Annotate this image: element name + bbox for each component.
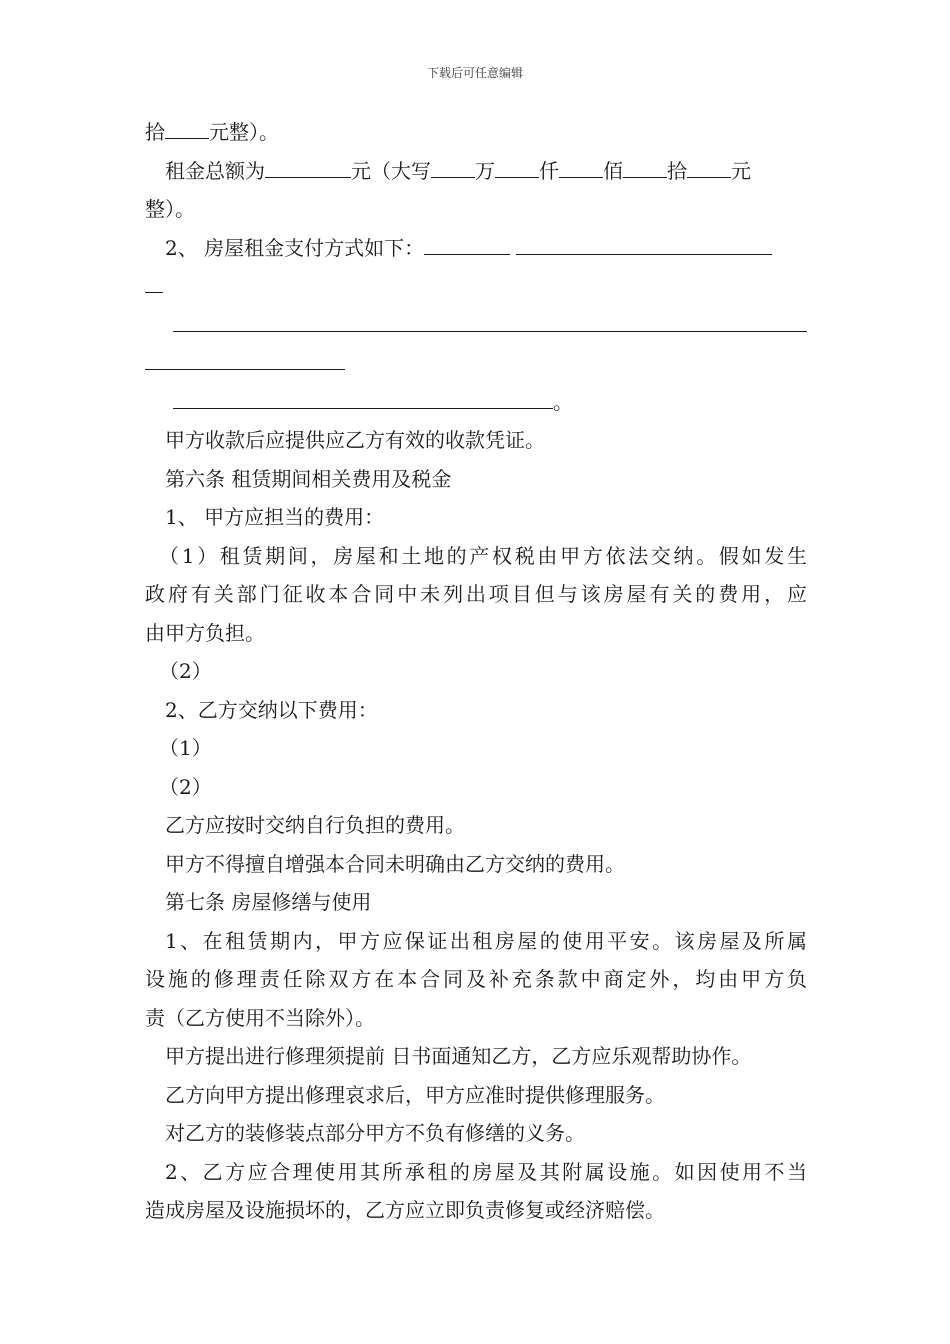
page-header: 下载后可任意编辑 [426,66,523,80]
text-line: 责（乙方使用不当除外）。 [145,1005,375,1030]
text-line: 甲方提出进行修理须提前 日书面通知乙方，乙方应乐观帮助协作。 [165,1044,752,1068]
fill-blank [516,232,772,255]
text-line: 。 [145,383,807,422]
fill-blank [145,347,345,370]
text-line: 2、 房屋租金支付方式如下： [145,229,807,268]
text-line: 对乙方的装修装点部分甲方不负有修缮的义务。 [165,1121,585,1145]
text-line [145,267,807,306]
text-line: 甲方收款后应提供应乙方有效的收款凭证。 [165,428,545,452]
text-line: 2、乙方交纳以下费用： [165,697,378,722]
text-line: 2、乙方应合理使用其所承租的房屋及其附属设施。如因使用不当 [165,1159,807,1184]
text-line: 乙方应按时交纳自行负担的费用。 [165,813,465,837]
text-line [145,306,807,345]
fill-blank [165,116,209,139]
fill-blank [173,386,553,409]
text-line: 乙方向甲方提出修理哀求后，甲方应准时提供修理服务。 [165,1082,665,1107]
fill-blank [687,155,731,178]
fill-blank [145,270,163,293]
fill-blank [431,155,475,178]
text-line: （1） [159,736,212,760]
text-line: （2） [159,774,212,799]
fill-blank [495,155,539,178]
text-line: 1、在租赁期内，甲方应保证出租房屋的使用平安。该房屋及所属 [165,928,807,953]
text-line: 设施的修理责任除双方在本合同及补充条款中商定外，均由甲方负 [145,967,807,991]
section-heading: 第六条 租赁期间相关费用及税金 [165,466,452,491]
section-heading: 第七条 房屋修缮与使用 [165,890,372,914]
text-line: 由甲方负担。 [145,620,265,645]
text-line: 甲方不得擅自增强本合同未明确由乙方交纳的费用。 [165,851,625,876]
fill-blank [623,155,667,178]
fill-blank [559,155,603,178]
document-body [145,113,807,1230]
text-line: 造成房屋及设施损坏的，乙方应立即负责修复或经济赔偿。 [145,1198,665,1222]
text-line: 整）。 [145,197,195,221]
text-line: （2） [159,659,212,683]
fill-blank [265,155,351,178]
fill-blank [173,309,807,332]
text-line: 1、 甲方应担当的费用： [165,505,385,529]
text-line: 拾 元整）。 [145,113,807,152]
text-line: 政府有关部门征收本合同中未列出项目但与该房屋有关的费用，应 [145,582,807,606]
fill-blank [424,232,510,255]
text-line: 租金总额为 元（大写 万 仟 佰 拾 元 [145,152,807,191]
text-line [145,344,807,383]
text-line: （1）租赁期间，房屋和土地的产权税由甲方依法交纳。假如发生 [159,543,807,568]
